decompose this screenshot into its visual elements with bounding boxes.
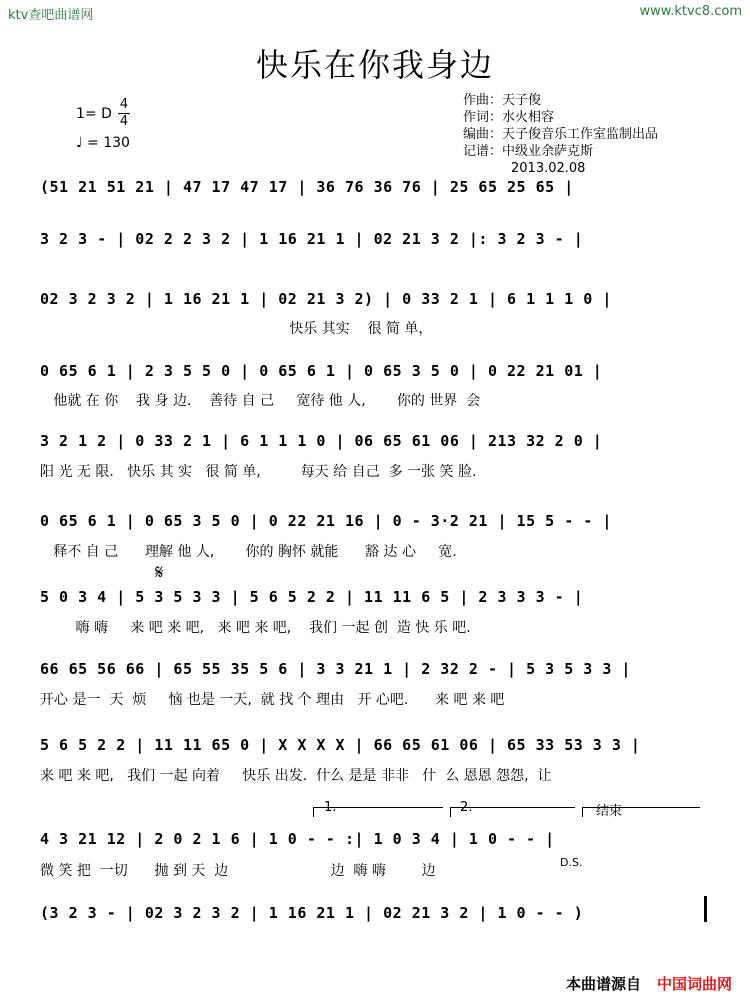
lyric-row-4: 他就 在 你 我 身 边. 善待 自 己 宽待 他 人, 你的 世界 会 bbox=[40, 393, 481, 409]
volta-first-label: 1. bbox=[324, 800, 337, 815]
time-signature bbox=[118, 98, 130, 129]
time-signature-top: 4 bbox=[119, 97, 129, 112]
volta-first-tick bbox=[313, 807, 314, 817]
score-row-3: 02 3 2 3 2 | 1 16 21 1 | 02 21 3 2) | 0 33 2 1 | 6 1 1 1 0 | bbox=[40, 290, 612, 308]
song-title: 快乐在你我身边 bbox=[255, 46, 494, 84]
volta-second-label: 2. bbox=[460, 800, 473, 815]
volta-end-tick bbox=[582, 807, 583, 817]
score-row-7: 5 0 3 4 | 5 3 5 3 3 | 5 6 5 2 2 | 11 11 6 5 | 2 3 3 3 - | bbox=[40, 588, 584, 606]
score-row-5: 3 2 1 2 | 0 33 2 1 | 6 1 1 1 0 | 06 65 61 06 | 213 32 2 0 | bbox=[40, 432, 603, 450]
lyric-row-5: 阳 光 无 限. 快乐 其 实 很 简 单, 每天 给 自己 多 一张 笑 脸. bbox=[40, 464, 477, 480]
arranger-credit: 编曲：天子俊音乐工作室监制出品 bbox=[463, 127, 659, 142]
lyric-row-7: 嗨 嗨 来 吧 来 吧, 来 吧 来 吧, 我们 一起 创 造 快 乐 吧. bbox=[40, 620, 471, 636]
footer-site-link[interactable]: 中国词曲网 bbox=[656, 975, 732, 993]
tempo-marking: ♩ = 130 bbox=[76, 135, 130, 151]
final-barline bbox=[704, 896, 707, 922]
lyric-row-10: 微 笑 把 一切 抛 到 天 边 边 嗨 嗨 边 bbox=[40, 863, 436, 879]
lyricist-credit: 作词：水火相容 bbox=[463, 110, 555, 125]
footer-source bbox=[566, 973, 732, 994]
score-row-2: 3 2 3 - | 02 2 2 3 2 | 1 16 21 1 | 02 21 3 2 |: 3 2 3 - | bbox=[40, 230, 584, 248]
time-signature-bottom: 4 bbox=[119, 114, 129, 129]
score-row-10: 4 3 21 12 | 2 0 2 1 6 | 1 0 - - :| 1 0 3 4 | 1 0 - - | bbox=[40, 830, 555, 848]
score-row-4: 0 65 6 1 | 2 3 5 5 0 | 0 65 6 1 | 0 65 3 5 0 | 0 22 21 01 | bbox=[40, 362, 603, 380]
footer-source-text: 本曲谱源自 bbox=[565, 975, 641, 993]
score-row-11: (3 2 3 - | 02 3 2 3 2 | 1 16 21 1 | 02 21 3 2 | 1 0 - - ) bbox=[40, 904, 584, 922]
lyric-row-8: 开心 是一 天 烦 恼 也是 一天, 就 找 个 理由 开 心吧. 来 吧 来 吧 bbox=[40, 692, 505, 708]
watermark-right: www.ktvc8.com bbox=[639, 4, 742, 19]
composer-credit: 作曲：天子俊 bbox=[463, 93, 542, 108]
score-row-9: 5 6 5 2 2 | 11 11 65 0 | X X X X | 66 65 61 06 | 65 33 53 3 3 | bbox=[40, 736, 641, 754]
score-row-6: 0 65 6 1 | 0 65 3 5 0 | 0 22 21 16 | 0 - 3·2 21 | 15 5 - - | bbox=[40, 512, 612, 530]
score-row-1: (51 21 51 21 | 47 17 47 17 | 36 76 36 76 | 25 65 25 65 | bbox=[40, 178, 574, 196]
volta-second-tick bbox=[450, 807, 451, 817]
dal-segno-mark: D.S. bbox=[560, 856, 583, 869]
score-row-8: 66 65 56 66 | 65 55 35 5 6 | 3 3 21 1 | 2 32 2 - | 5 3 5 3 3 | bbox=[40, 660, 631, 678]
volta-end-label: 结束 bbox=[596, 804, 623, 819]
segno-sign: 𝄋 bbox=[155, 560, 164, 584]
lyric-row-9: 来 吧 来 吧, 我们 一起 向着 快乐 出发. 什么 是是 非非 什 么 恩恩 怨怨, 让 bbox=[40, 768, 552, 784]
watermark-left: ktv查吧曲谱网 bbox=[8, 8, 94, 23]
lyric-row-3: 快乐 其实 很 简 单， bbox=[40, 321, 433, 337]
credits-block bbox=[463, 92, 658, 177]
lyric-row-6: 释不 自 己 理解 他 人, 你的 胸怀 就能 豁 达 心 宽. bbox=[40, 544, 457, 560]
date-credit: 2013.02.08 bbox=[511, 161, 586, 176]
key-signature: 1= D bbox=[76, 106, 112, 122]
transcriber-credit: 记谱：中级业余萨克斯 bbox=[463, 144, 594, 159]
